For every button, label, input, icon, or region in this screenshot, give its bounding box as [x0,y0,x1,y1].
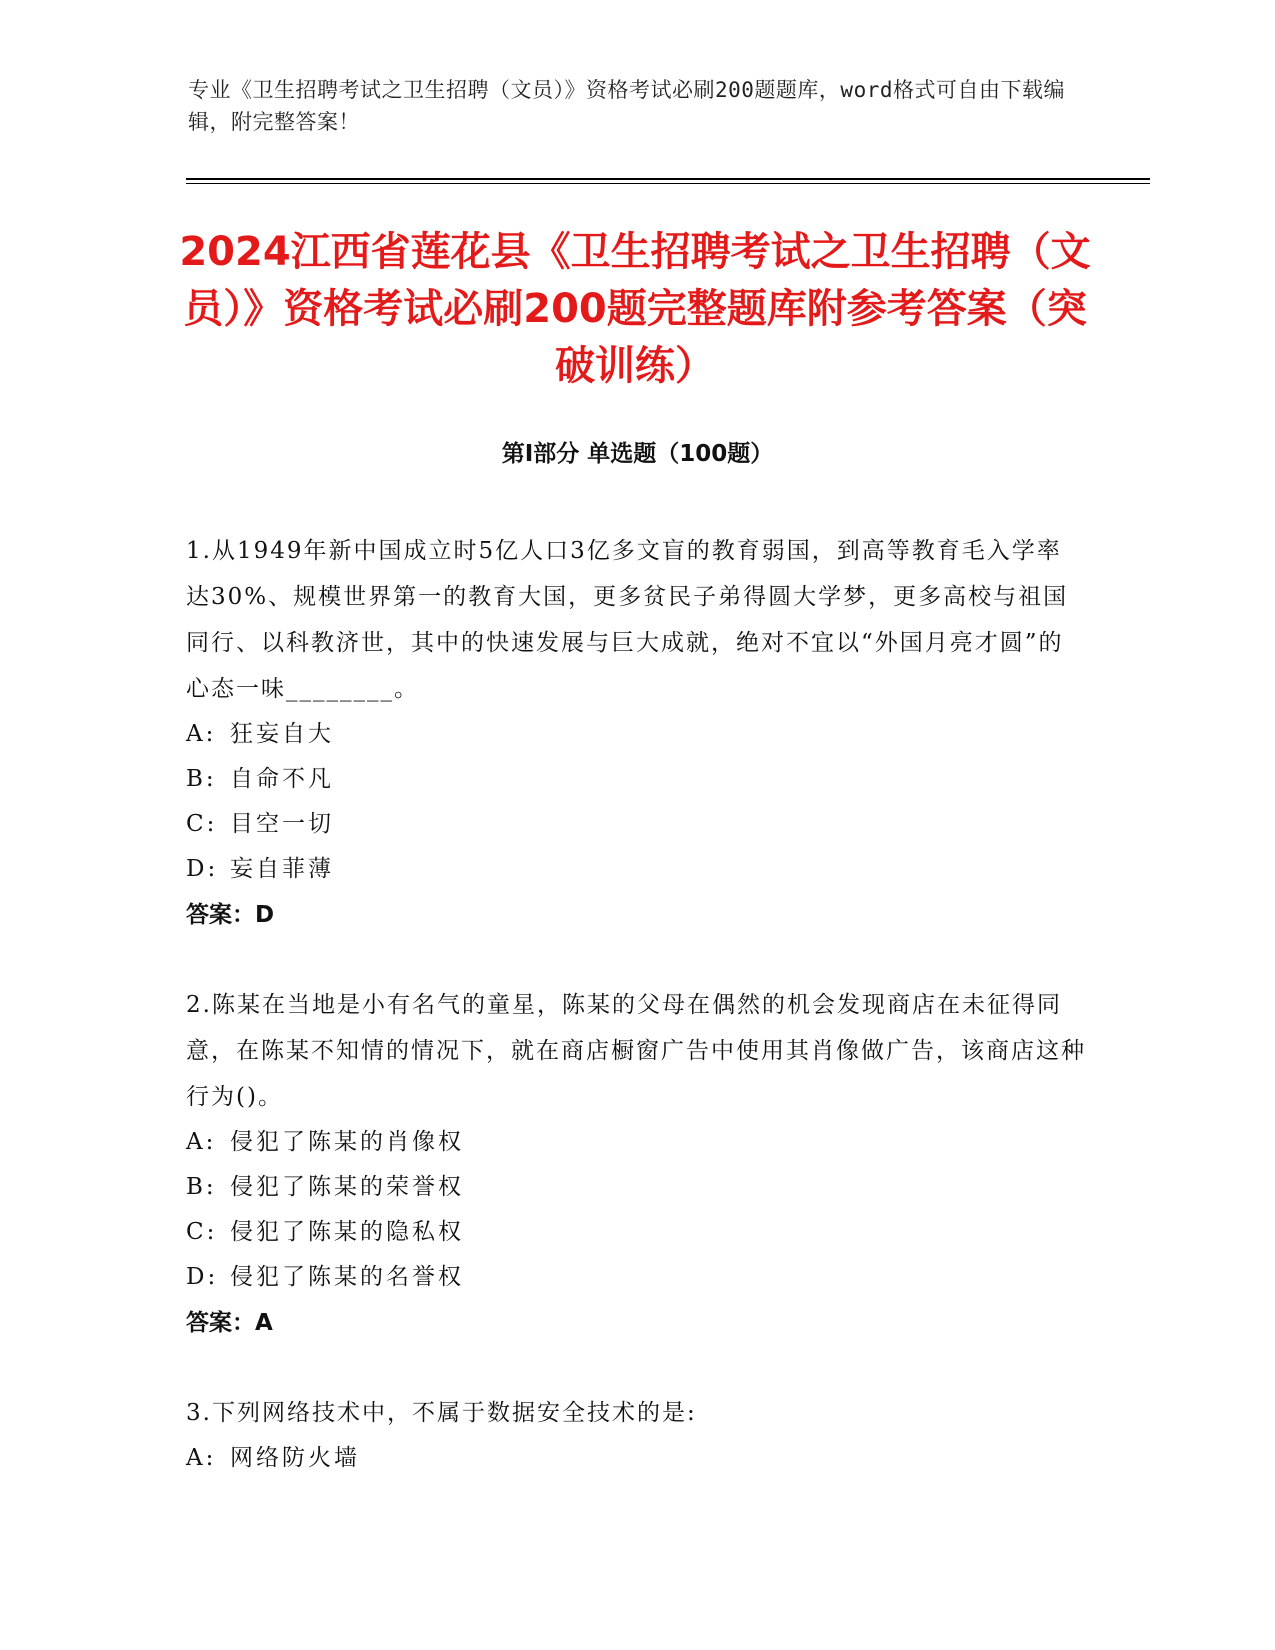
option-b [186,757,1086,802]
section-heading: 第Ⅰ部分 单选题（100题） [501,441,774,467]
option-text: 目空一切 [230,811,334,837]
question-3 [186,1390,1086,1481]
header-note: 专业《卫生招聘考试之卫生招聘（文员）》资格考试必刷200题题库，word格式可自由下载编辑，附完整答案！ [188,78,1065,134]
header-divider-thick [186,178,1150,180]
option-text: 妄自菲薄 [230,856,334,882]
question-stem: 2.陈某在当地是小有名气的童星，陈某的父母在偶然的机会发现商店在未征得同意，在陈某不知情的情况下，就在商店橱窗广告中使用其肖像做广告，该商店这种行为()。 [186,992,1086,1110]
option-c [186,1210,1086,1255]
header-divider-thin [186,183,1150,184]
question-stem: 1.从1949年新中国成立时5亿人口3亿多文盲的教育弱国，到高等教育毛入学率达30%、规模世界第一的教育大国，更多贫民子弟得圆大学梦，更多高校与祖国同行、以科教济世，其中的快速发展与巨大成就，绝对不宜以“外国月亮才圆”的心态一味________。 [186,538,1069,702]
option-key: C: [186,811,218,837]
question-2 [186,982,1086,1346]
option-text: 自命不凡 [230,766,334,792]
option-key: C: [186,1219,218,1245]
option-text: 网络防火墙 [230,1445,360,1471]
option-key: B: [186,766,217,792]
question-list [186,528,1086,1525]
option-text: 侵犯了陈某的名誉权 [230,1264,464,1290]
option-key: A: [186,1445,217,1471]
option-key: D: [186,1264,219,1290]
option-text: 侵犯了陈某的荣誉权 [230,1174,464,1200]
option-key: A: [186,721,217,747]
option-d [186,847,1086,892]
option-d [186,1255,1086,1300]
option-text: 侵犯了陈某的肖像权 [230,1129,464,1155]
answer-line: 答案：A [186,1310,273,1336]
option-text: 狂妄自大 [230,721,334,747]
option-text: 侵犯了陈某的隐私权 [230,1219,464,1245]
option-a [186,712,1086,757]
question-1 [186,528,1086,938]
option-a [186,1436,1086,1481]
option-key: B: [186,1174,217,1200]
option-b [186,1165,1086,1210]
option-key: D: [186,856,219,882]
answer-line: 答案：D [186,902,275,928]
option-a [186,1120,1086,1165]
option-c [186,802,1086,847]
option-key: A: [186,1129,217,1155]
question-stem: 3.下列网络技术中，不属于数据安全技术的是: [186,1400,697,1426]
document-title: 2024江西省莲花县《卫生招聘考试之卫生招聘（文员）》资格考试必刷200题完整题库附参考答案（突破训练） [179,229,1091,389]
